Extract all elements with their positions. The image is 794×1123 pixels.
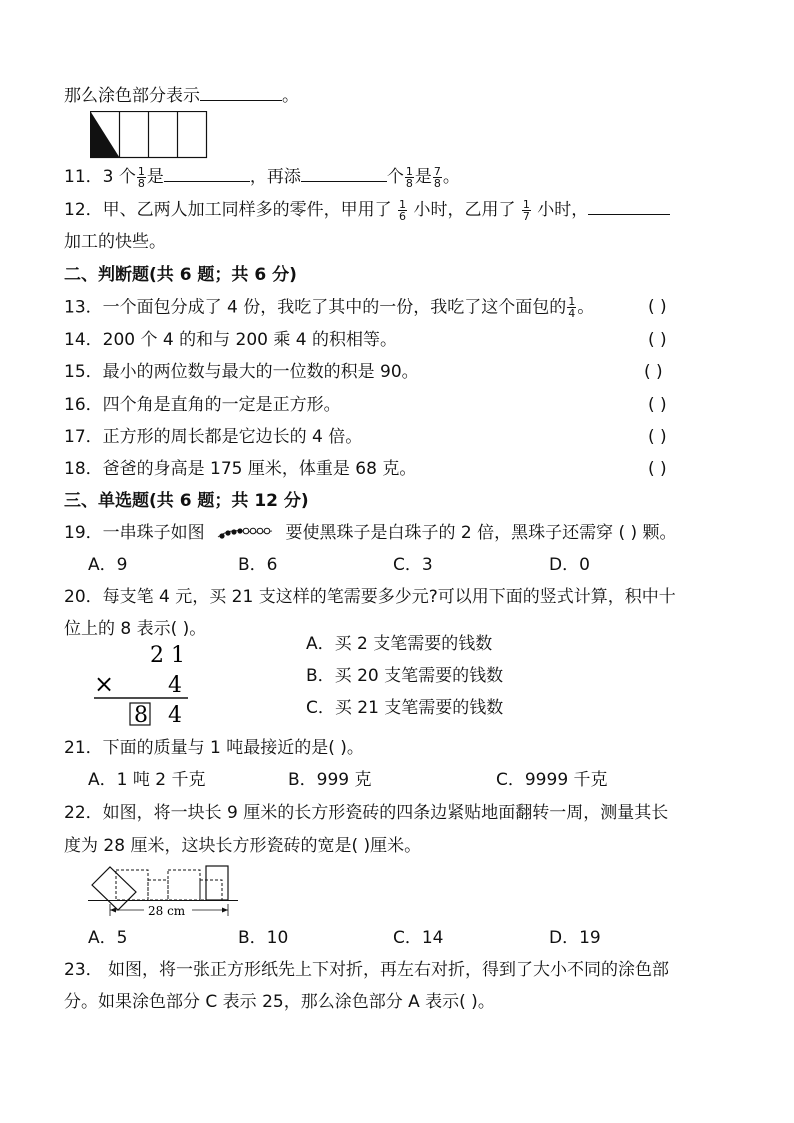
question-20: 20．每支笔 4 元，买 21 支这样的笔需要多少元?可以用下面的竖式计算，积中十 <box>64 587 676 607</box>
option-a[interactable]: A．买 2 支笔需要的钱数 <box>306 634 493 654</box>
vertical-multiplication <box>88 642 198 728</box>
fraction: $\frac{1}{4}$ <box>568 295 576 320</box>
question-23-line2: 分。如果涂色部分 C 表示 25，那么涂色部分 A 表示( )。 <box>64 992 495 1012</box>
question-15: 15．最小的两位数与最大的一位数的积是 90。 <box>64 362 419 382</box>
q10-tail: 那么涂色部分表示 。 <box>64 86 299 106</box>
option-a[interactable]: A．5 <box>88 928 128 948</box>
answer-blank[interactable] <box>588 198 670 215</box>
answer-parentheses[interactable]: ( ) <box>648 459 667 479</box>
question-22: 22．如图，将一块长 9 厘米的长方形瓷砖的四条边紧贴地面翻转一周，测量其长 <box>64 803 669 823</box>
answer-parentheses[interactable]: ( ) <box>648 427 667 447</box>
question-19: 19．一串珠子如图 要使黑珠子是白珠子的 2 倍，黑珠子还需穿 ( ) 颗。 <box>64 523 677 543</box>
option-d[interactable]: D．0 <box>549 555 590 575</box>
tile-rolling-figure <box>88 860 238 920</box>
fraction: $\frac{7}{8}$ <box>433 164 441 190</box>
answer-parentheses[interactable]: ( ) <box>648 297 667 317</box>
answer-parentheses[interactable]: ( ) <box>644 362 663 382</box>
section-title-judgement: 二、判断题(共 6 题；共 6 分) <box>64 265 297 285</box>
shaded-strip-figure <box>90 111 208 159</box>
answer-blank[interactable] <box>301 165 387 182</box>
answer-blank[interactable] <box>164 165 250 182</box>
calc-boxed-digit: 8 <box>134 703 148 728</box>
question-11: 11．3 个 $\frac{1}{8}$ 是 ，再添 个 $\frac{1}{8}$ 是 $\frac{7}{8}$ 。 <box>64 164 460 190</box>
option-a[interactable]: A．1 吨 2 千克 <box>88 770 206 790</box>
option-d[interactable]: D．19 <box>549 928 601 948</box>
fraction: $\frac{1}{6}$ <box>399 197 407 223</box>
question-18: 18．爸爸的身高是 175 厘米，体重是 68 克。 <box>64 459 417 479</box>
option-b[interactable]: B．买 20 支笔需要的钱数 <box>306 666 504 686</box>
figure-length-label: 28 cm <box>148 904 186 918</box>
calc-last-digit: 4 <box>168 703 182 728</box>
calc-top: 2 1 <box>150 643 185 668</box>
option-c[interactable]: C．买 21 支笔需要的钱数 <box>306 698 504 718</box>
option-c[interactable]: C．3 <box>393 555 433 575</box>
option-c[interactable]: C．9999 千克 <box>496 770 608 790</box>
answer-parentheses[interactable]: ( ) <box>648 330 667 350</box>
option-b[interactable]: B．10 <box>238 928 289 948</box>
option-a[interactable]: A．9 <box>88 555 128 575</box>
answer-parentheses[interactable]: ( ) <box>648 395 667 415</box>
question-21: 21．下面的质量与 1 吨最接近的是( )。 <box>64 738 364 758</box>
question-12-line2: 加工的快些。 <box>64 232 166 252</box>
answer-blank[interactable] <box>200 84 282 101</box>
fraction: $\frac{1}{7}$ <box>522 197 530 223</box>
question-23: 23． 如图，将一张正方形纸先上下对折，再左右对折，得到了大小不同的涂色部 <box>64 960 670 980</box>
section-title-single-choice: 三、单选题(共 6 题；共 12 分) <box>64 491 309 511</box>
fraction: $\frac{1}{8}$ <box>405 164 413 190</box>
bead-string-icon <box>216 525 274 541</box>
question-14: 14．200 个 4 的和与 200 乘 4 的积相等。 <box>64 330 397 350</box>
question-22-line2: 度为 28 厘米，这块长方形瓷砖的宽是( )厘米。 <box>64 836 422 856</box>
times-sign: × <box>94 670 115 698</box>
option-b[interactable]: B．999 克 <box>288 770 372 790</box>
question-12: 12．甲、乙两人加工同样多的零件，甲用了 $\frac{1}{6}$ 小时，乙用了 $\frac{1}{7}$ 小时， <box>64 198 670 222</box>
fraction: $\frac{1}{8}$ <box>137 164 145 190</box>
question-16: 16．四个角是直角的一定是正方形。 <box>64 395 341 415</box>
question-20-line2: 位上的 8 表示( )。 <box>64 619 207 639</box>
calc-multiplier: 4 <box>168 673 182 698</box>
option-c[interactable]: C．14 <box>393 928 444 948</box>
question-17: 17．正方形的周长都是它边长的 4 倍。 <box>64 427 363 447</box>
question-13: 13．一个面包分成了 4 份，我吃了其中的一份，我吃了这个面包的 $\frac{1}{4}$ 。 <box>64 295 595 320</box>
option-b[interactable]: B．6 <box>238 555 278 575</box>
